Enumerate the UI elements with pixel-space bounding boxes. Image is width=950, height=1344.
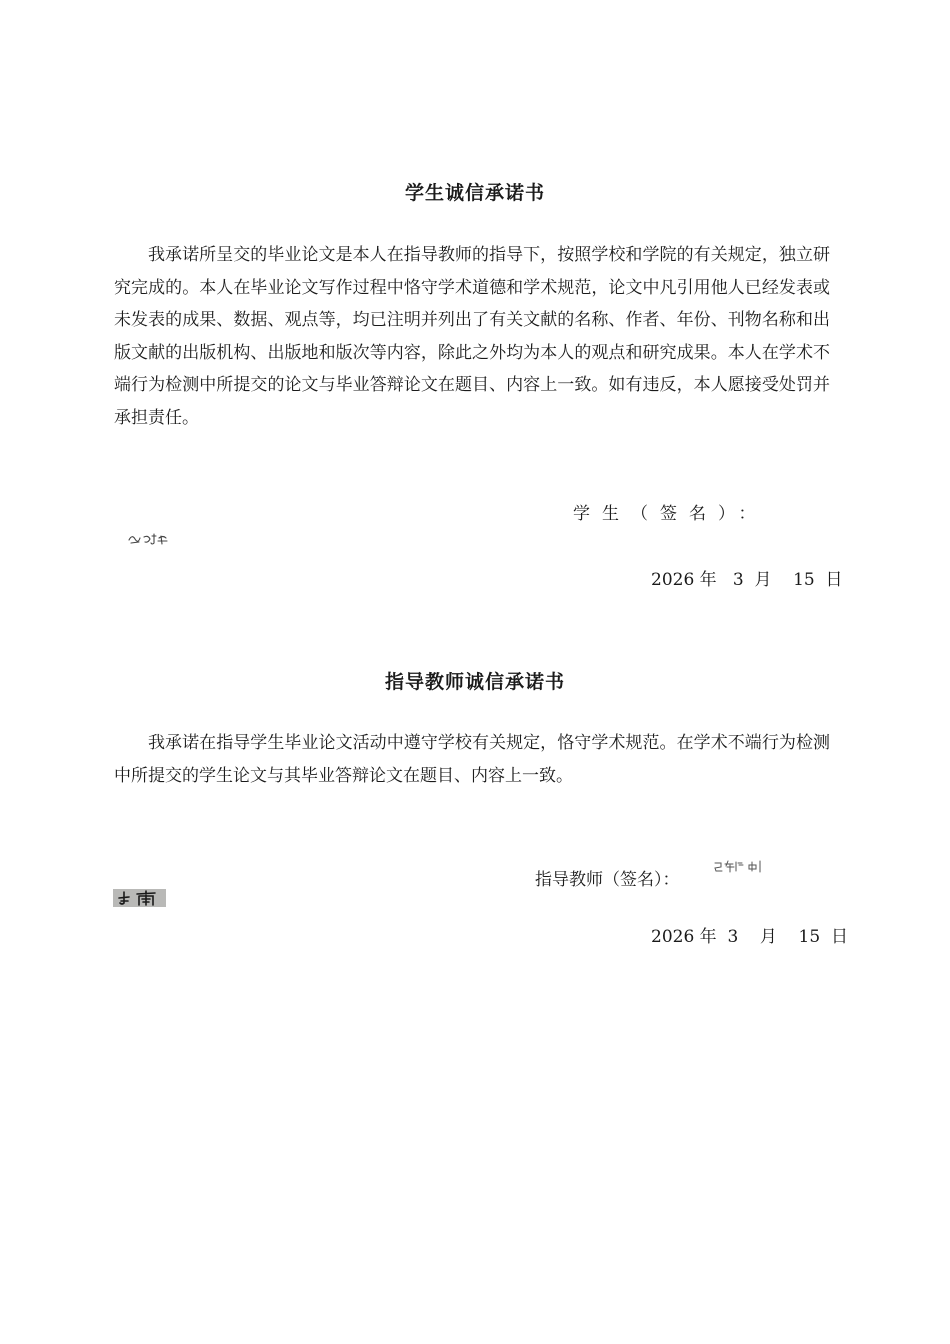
advisor-signature-label: 指导教师（签名）：: [535, 870, 680, 890]
advisor-pledge-title: 指导教师诚信承诺书: [384, 671, 565, 693]
advisor-signature-stamp-image: [113, 889, 166, 907]
advisor-signature-image: [712, 857, 766, 875]
student-signature-image: [126, 530, 170, 548]
student-date: 2026 年 3 月 15 日: [651, 570, 843, 590]
student-pledge-title: 学生诚信承诺书: [404, 182, 545, 204]
advisor-pledge-body: 我承诺在指导学生毕业论文活动中遵守学校有关规定，恪守学术规范。在学术不端行为检测中所提交的学生论文与其毕业答辩论文在题目、内容上一致。: [114, 733, 830, 786]
student-pledge-body: 我承诺所呈交的毕业论文是本人在指导教师的指导下，按照学校和学院的有关规定，独立研究完成的。本人在毕业论文写作过程中恪守学术道德和学术规范，论文中凡引用他人已经发表或未发表的成果、数据、观点等，均已注明并列出了有关文献的名称、作者、年份、刊物名称和出版文献的出版机构、出版地和版次等内容，除此之外均为本人的观点和研究成果。本人在学术不端行为检测中所提交的论文与毕业答辩论文在题目、内容上一致。如有违反，本人愿接受处罚并承担责任。: [114, 245, 830, 428]
advisor-date: 2026 年 3 月 15 日: [651, 927, 848, 947]
student-signature-label: 学生（签名）：: [573, 504, 768, 524]
